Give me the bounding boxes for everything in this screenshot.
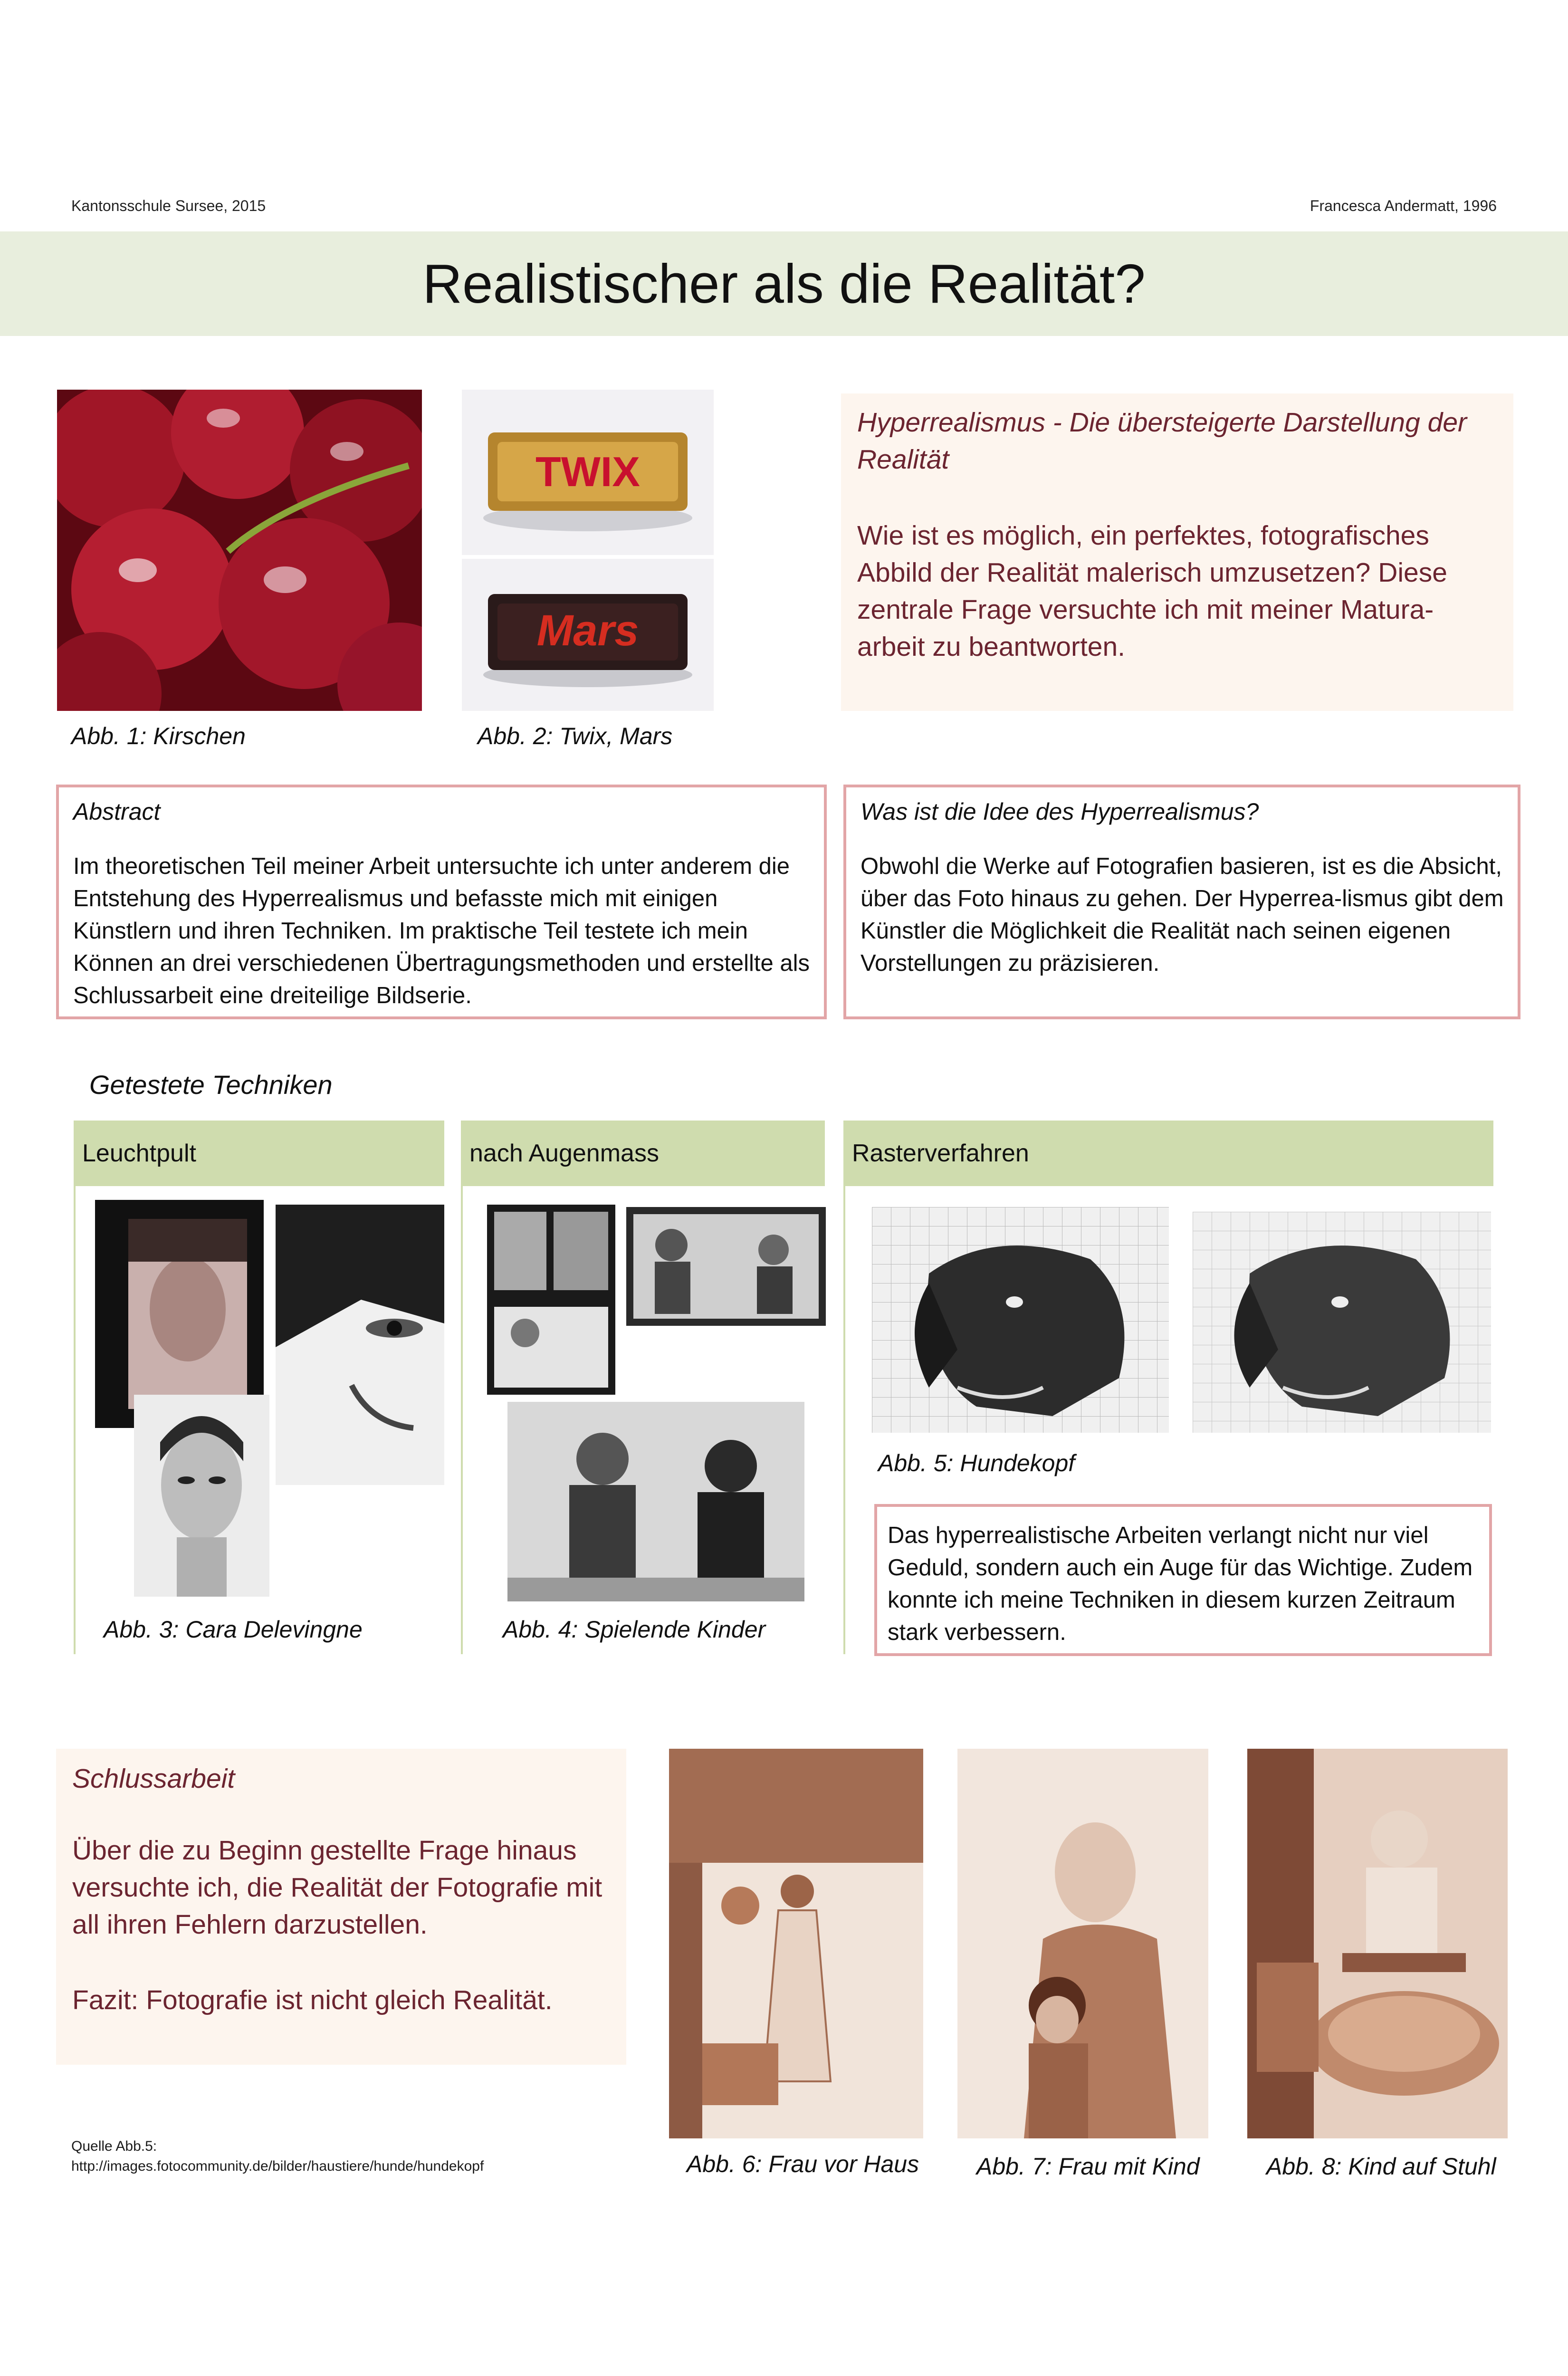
caption-fig3: Abb. 3: Cara Delevingne	[104, 1616, 363, 1643]
idea-heading: Was ist die Idee des Hyperrealismus?	[860, 798, 1259, 825]
tab-leuchtpult: Leuchtpult	[74, 1121, 444, 1186]
school-label: Kantonsschule Sursee, 2015	[71, 197, 266, 214]
final-heading: Schlussarbeit	[72, 1763, 235, 1794]
children-drawing	[507, 1402, 804, 1601]
caption-fig1: Abb. 1: Kirschen	[71, 723, 246, 749]
column-divider	[461, 1186, 463, 1654]
child-chair-drawing	[1247, 1749, 1508, 2138]
portrait-drawing	[134, 1395, 269, 1597]
author-label: Francesca Andermatt, 1996	[1310, 197, 1497, 214]
conclusion-text: Das hyperrealistische Arbeiten verlangt nicht nur viel Geduld, sondern auch ein Auge für das Wichtige. Zudem konnte ich meine Techniken in diesem kurzen Zeitraum stark verbessern.	[888, 1523, 1473, 1645]
tab-augenmass: nach Augenmass	[461, 1121, 825, 1186]
abstract-body: Im theoretischen Teil meiner Arbeit untersuchte ich unter anderem die Entstehung des Hyperrealismus und befasste mich mit einigen Künstlern und ihren Techniken. Im praktische Teil testete ich mein Können an drei verschiedenen Übertragungsmethoden und erstellte als Schlussarbeit eine dreiteilige Bildserie.	[73, 853, 810, 1008]
column-divider	[843, 1186, 845, 1654]
final-box	[56, 1749, 626, 2065]
mars-label: Mars	[536, 606, 639, 655]
lightbox-photo	[95, 1200, 264, 1428]
final-fazit: Fazit: Fotografie ist nicht gleich Realität.	[72, 1985, 553, 2015]
column-divider	[74, 1186, 76, 1654]
abstract-heading: Abstract	[73, 798, 161, 825]
page-title: Realistischer als die Realität?	[422, 253, 1146, 315]
dog-photo	[872, 1207, 1169, 1433]
contact-sheet-photo	[487, 1205, 615, 1395]
eye-drawing	[276, 1205, 444, 1485]
source-url: http://images.fotocommunity.de/bilder/haustiere/hunde/hundekopf	[71, 2158, 484, 2174]
tab-rasterverfahren: Rasterverfahren	[843, 1121, 1493, 1186]
techniques-heading: Getestete Techniken	[89, 1070, 333, 1100]
caption-fig6: Abb. 6: Frau vor Haus	[687, 2151, 919, 2177]
intro-body: Wie ist es möglich, ein perfektes, fotografisches Abbild der Realität malerisch umzusetzen? Diese zentrale Frage versuchte ich mit meiner Matura-arbeit zu beantworten.	[857, 520, 1447, 662]
idea-body: Obwohl die Werke auf Fotografien basieren, ist es die Absicht, über das Foto hinaus zu gehen. Der Hyperrea-lismus gibt dem Künstler die Möglichkeit die Realität nach seinen eigenen Vorstellungen zu präzisieren.	[860, 853, 1504, 976]
caption-fig2: Abb. 2: Twix, Mars	[478, 723, 673, 749]
caption-fig5: Abb. 5: Hundekopf	[878, 1450, 1075, 1476]
conclusion-box	[874, 1504, 1492, 1656]
caption-fig4: Abb. 4: Spielende Kinder	[503, 1616, 766, 1643]
caption-fig7: Abb. 7: Frau mit Kind	[976, 2153, 1200, 2180]
woman-house-drawing	[669, 1749, 923, 2138]
source-label: Quelle Abb.5:	[71, 2138, 157, 2154]
intro-heading: Hyperrealismus - Die übersteigerte Darstellung der Realität	[857, 407, 1467, 475]
candy-bars-image	[462, 390, 714, 711]
woman-child-drawing	[957, 1749, 1208, 2138]
intro-box	[841, 393, 1513, 711]
twix-label: TWIX	[535, 448, 640, 495]
idea-box	[843, 785, 1520, 1019]
dog-drawing	[1193, 1212, 1491, 1433]
abstract-box	[56, 785, 827, 1019]
cherries-image	[57, 390, 422, 711]
children-photo	[626, 1207, 826, 1326]
caption-fig8: Abb. 8: Kind auf Stuhl	[1266, 2153, 1496, 2180]
final-body: Über die zu Beginn gestellte Frage hinaus versuchte ich, die Realität der Fotografie mit all ihren Fehlern darzustellen.	[72, 1835, 602, 1940]
